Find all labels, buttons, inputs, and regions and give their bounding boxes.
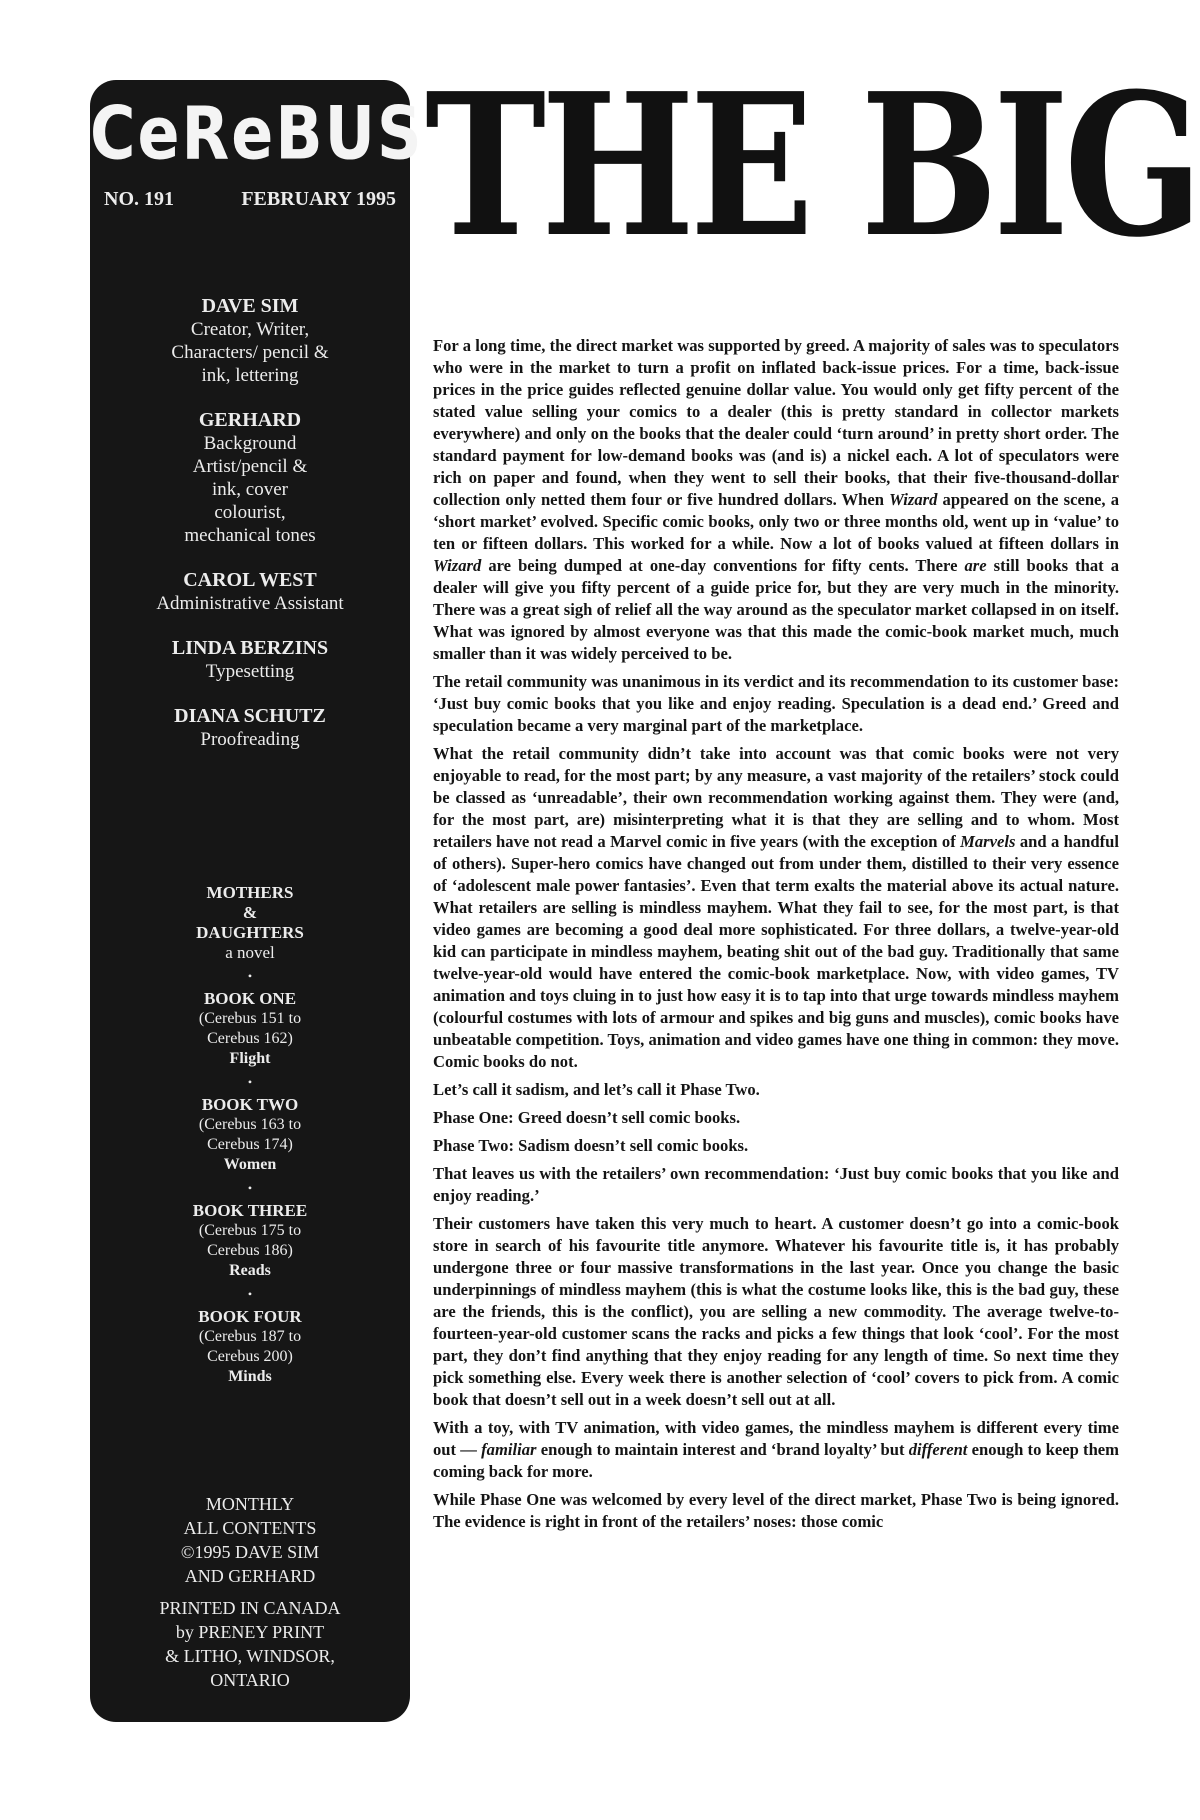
book-range: (Cerebus 175 to <box>198 1222 302 1239</box>
book-title: BOOK ONE <box>203 989 297 1008</box>
credit-entry <box>100 295 400 387</box>
credit-role: Administrative Assistant <box>156 593 344 614</box>
colophon-line: by PRENEY PRINT <box>175 1622 325 1642</box>
article-paragraph: Let’s call it sadism, and let’s call it Phase Two. <box>433 1080 760 1099</box>
credit-role: Background Artist/pencil & ink, cover colourist, mechanical tones <box>184 433 316 546</box>
colophon-line: MONTHLY <box>205 1494 295 1514</box>
bullet-separator: • <box>247 1075 253 1089</box>
credit-entry <box>100 409 400 547</box>
book-title: BOOK THREE <box>192 1201 308 1220</box>
emphasis: different <box>908 1440 968 1459</box>
colophon-line: ©1995 DAVE SIM <box>180 1542 320 1562</box>
credit-entry <box>100 705 400 751</box>
credit-name: GERHARD <box>198 409 302 431</box>
magazine-title: Wizard <box>433 556 482 575</box>
issue-date: FEBRUARY 1995 <box>241 188 396 210</box>
text-run: enough to keep them coming back for more. <box>433 1440 1119 1481</box>
colophon-line: ALL CONTENTS <box>183 1518 317 1538</box>
credit-role: Typesetting <box>205 661 295 682</box>
text-run: With a toy, with TV animation, with video games, the mindless mayhem is different every time out — <box>433 1418 1119 1459</box>
colophon-line: & LITHO, WINDSOR, <box>165 1646 335 1666</box>
cerebus-logo: CeReBUS <box>90 90 424 177</box>
book-entry <box>100 1095 400 1175</box>
text-run: For a long time, the direct market was supported by greed. A majority of sales was to speculators who were in the market to turn a profit on inflated back-issue prices. For a time, back-issue prices in the price guides reflected genuine dollar value. You would only get fifty percent of the stated value selling your comics to a dealer (this is pretty standard in collector markets everywhere) and only on the books that the dealer could ‘turn around’ in pretty short order. The standard payment for low-demand books was (and is) a nickel each. A lot of speculators were rich on paper and found, when they went to sell their books, that their five-thousand-dollar collection only netted them four or five hundred dollars. When <box>433 336 1119 509</box>
bullet-separator: • <box>247 1181 253 1195</box>
book-name: Minds <box>228 1368 272 1385</box>
book-title: BOOK FOUR <box>198 1307 302 1326</box>
book-range: Cerebus 174) <box>207 1136 293 1153</box>
credit-name: CAROL WEST <box>183 569 317 591</box>
article-paragraph: Phase One: Greed doesn’t sell comic books. <box>433 1108 741 1127</box>
book-title-italic: Marvels <box>960 832 1016 851</box>
credit-entry <box>100 569 400 615</box>
bullet-separator: • <box>247 969 253 983</box>
novel-title: MOTHERS <box>206 883 294 902</box>
magazine-title: Wizard <box>889 490 938 509</box>
article-paragraph <box>433 335 1119 665</box>
article-paragraph: That leaves us with the retailers’ own recommendation: ‘Just buy comic books that you like and enjoy reading.’ <box>433 1164 1119 1205</box>
novel-subtitle: a novel <box>225 943 275 962</box>
issue-number: NO. 191 <box>104 188 174 210</box>
emphasis: familiar <box>481 1440 537 1459</box>
text-run: and a handful of others). Super-hero comics have changed out from under them, distilled to their very essence of ‘adolescent male power fantasies’. Even that term exalts the material above its actual nature. What retailers are selling is mindless mayhem. What they fail to see, for the most part, is that video games are becoming a good deal more sophisticated. For three dollars, a twelve-year-old kid can participate in mindless mayhem, beating shit out of the bad guy. Traditionally that same twelve-year-old would have entered the comic-book marketplace. Now, with video games, TV animation and toys cluing in to just how easy it is to tap into that urge towards mindless mayhem (colourful costumes with lots of armour and spikes and big guns and muscles), comic books have unbeatable competition. Toys, animation and video games have one thing in common: they move. Comic books do not. <box>433 832 1119 1071</box>
book-range: (Cerebus 187 to <box>198 1328 302 1345</box>
text-run: enough to maintain interest and ‘brand loyalty’ but <box>540 1440 905 1459</box>
page-headline: THE BIG <box>425 51 1199 281</box>
book-name: Women <box>223 1156 277 1173</box>
credit-entry <box>100 637 400 683</box>
credit-name: LINDA BERZINS <box>171 637 329 659</box>
book-entry <box>100 1307 400 1387</box>
text-run: are being dumped at one-day conventions for fifty cents. There <box>488 556 958 575</box>
credits-list <box>100 295 400 773</box>
novel-title: DAUGHTERS <box>196 923 304 942</box>
article-paragraph: The retail community was unanimous in its verdict and its recommendation to its customer base: ‘Just buy comic books that you like and enjoy reading. Speculation is a dead end.’ Greed and speculation became a very marginal part of the marketplace. <box>433 672 1119 735</box>
book-range: Cerebus 186) <box>207 1242 293 1259</box>
book-title: BOOK TWO <box>201 1095 299 1114</box>
bullet-separator: • <box>247 1287 253 1301</box>
novel-title: & <box>242 903 258 922</box>
novel-section <box>100 883 400 1387</box>
credit-name: DAVE SIM <box>201 295 299 317</box>
colophon-line: PRINTED IN CANADA <box>159 1598 341 1618</box>
text-run: still books that a dealer will give you fifty percent of a guide price for, but they are very much in the minority. There was a great sigh of relief all the way around as the speculator market collapsed in on itself. What was ignored by almost everyone was that this made the comic-book market much, much smaller than it was widely perceived to be. <box>433 556 1119 663</box>
book-range: Cerebus 162) <box>207 1030 293 1047</box>
article-paragraph: Phase Two: Sadism doesn’t sell comic books. <box>433 1136 749 1155</box>
article-paragraph: While Phase One was welcomed by every level of the direct market, Phase Two is being ignored. The evidence is right in front of the retailers’ noses: those comic <box>433 1490 1119 1531</box>
colophon-line: ONTARIO <box>210 1670 290 1690</box>
book-name: Reads <box>229 1262 271 1279</box>
credit-name: DIANA SCHUTZ <box>174 705 326 727</box>
credits-sidebar <box>90 80 424 1722</box>
article-paragraph: Their customers have taken this very much to heart. A customer doesn’t go into a comic-book store in search of his favourite title anymore. Whatever his favourite title is, it has probably undergone three or four massive transformations in the last year. Once you change the basic underpinnings of mindless mayhem (this is what the costume looks like, this is the bad guy, these are the friends, this is the conflict), you are selling a new commodity. The average twelve-to-fourteen-year-old customer scans the racks and picks a few things that look ‘cool’. For the most part, they don’t find anything that they enjoy reading for any length of time. So next time they pick something else. Every week there is another selection of ‘cool’ covers to pick from. A comic book that doesn’t sell out in a week doesn’t sell out at all. <box>433 1214 1119 1409</box>
issue-info <box>104 188 396 211</box>
credit-role: Proofreading <box>200 729 300 750</box>
book-name: Flight <box>229 1050 271 1067</box>
book-range: Cerebus 200) <box>207 1348 293 1365</box>
article-paragraph <box>433 1417 1119 1483</box>
text-run: What the retail community didn’t take into account was that comic books were not very enjoyable to read, for the most part; by any measure, a vast majority of the retailers’ stock could be classed as ‘unreadable’, their own recommendation working against them. They were (and, for the most part, are) misinterpreting what it is that they are selling and to whom. Most retailers have not read a Marvel comic in five years (with the exception of <box>433 744 1119 851</box>
emphasis: are <box>964 556 987 575</box>
colophon <box>100 1492 400 1692</box>
book-entry <box>100 1201 400 1281</box>
article-paragraph <box>433 743 1119 1073</box>
book-range: (Cerebus 163 to <box>198 1116 302 1133</box>
text-run: appeared on the scene, a ‘short market’ evolved. Specific comic books, only two or three months old, went up in ‘value’ to ten or fifteen dollars. This worked for a while. Now a lot of books valued at fifteen dollars in <box>433 490 1119 553</box>
credit-role: Creator, Writer, Characters/ pencil & ink, lettering <box>171 319 329 386</box>
article-body <box>433 335 1119 1539</box>
book-entry <box>100 989 400 1069</box>
colophon-line: AND GERHARD <box>184 1566 316 1586</box>
book-range: (Cerebus 151 to <box>198 1010 302 1027</box>
